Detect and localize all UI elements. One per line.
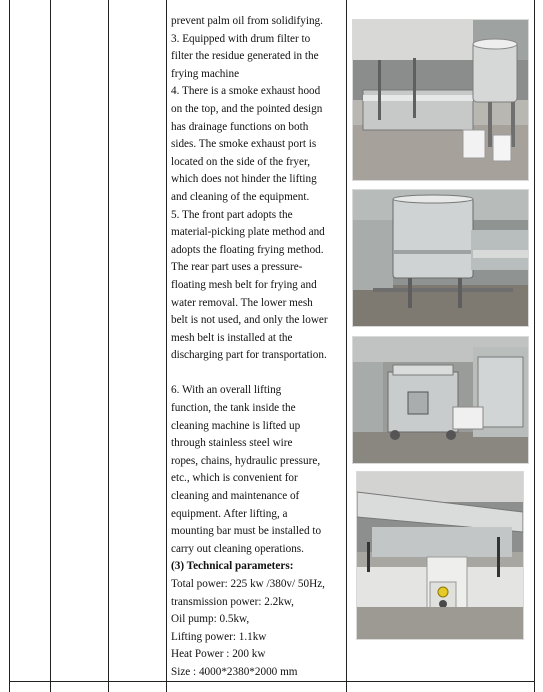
text-line: prevent palm oil from solidifying. [171,15,323,27]
text-line: The rear part uses a pressure- [171,261,303,274]
text-line: belt is not used, and only the lower [171,314,328,327]
text-line: Oil pump: 0.5kw, [171,613,250,626]
table-divider-2 [108,0,109,692]
table-border-left [9,0,10,692]
text-line: 5. The front part adopts the [171,208,293,221]
table-divider-1 [50,0,51,692]
text-line: cleaning and maintenance of [171,490,300,503]
text-line: 6. With an overall lifting [171,384,282,397]
text-line: Lifting power: 1.1kw [171,630,267,643]
text-line: water removal. The lower mesh [171,296,313,309]
text-line: carry out cleaning operations. [171,542,304,555]
fryer-drum-filter-photo [352,19,529,181]
description-lines [171,13,343,365]
text-line: mounting bar must be installed to [171,525,322,538]
paragraph-gap [171,365,343,383]
text-line: Total power: 225 kw /380v/ 50Hz, [171,578,325,590]
text-line: 4. There is a smoke exhaust hood [171,85,321,98]
fryer-lifting-frame-photo [356,471,524,640]
text-line: adopts the floating frying method. [171,243,324,256]
tech-lines [171,576,343,682]
lifting-lines [171,382,343,558]
text-line: filter the residue generated in the [171,50,319,63]
text-line: located on the side of the fryer, [171,155,311,168]
text-line: discharging part for transportation. [171,349,327,362]
text-line: cleaning machine is lifted up [171,419,301,432]
fryer-tank-photo [352,189,529,327]
text-line: equipment. After lifting, a [171,507,288,520]
table-divider-3 [166,0,167,692]
text-line: 3. Equipped with drum filter to [171,32,311,45]
text-line: which does not hinder the lifting [171,173,317,186]
table-divider-4 [346,0,347,692]
text-line: ropes, chains, hydraulic pressure, [171,454,321,467]
text-line: and cleaning of the equipment. [171,190,310,203]
text-line: Size : 4000*2380*2000 mm [171,665,298,678]
text-line: on the top, and the pointed design [171,102,323,115]
text-line: function, the tank inside the [171,402,296,415]
text-line: etc., which is convenient for [171,472,298,485]
text-line: through stainless steel wire [171,437,293,450]
text-line: material-picking plate method and [171,226,325,239]
text-line: Heat Power : 200 kw [171,648,266,661]
description-cell [171,13,343,682]
text-line: frying machine [171,67,240,80]
text-line: transmission power: 2.2kw, [171,595,294,608]
text-line: has drainage functions on both [171,120,309,133]
text-line: sides. The smoke exhaust port is [171,138,317,151]
text-line: floating mesh belt for frying and [171,278,317,291]
tech-heading: (3) Technical parameters: [171,560,294,573]
text-line: mesh belt is installed at the [171,331,293,344]
table-border-right [534,0,535,692]
fryer-cleaning-machine-photo [352,336,529,464]
